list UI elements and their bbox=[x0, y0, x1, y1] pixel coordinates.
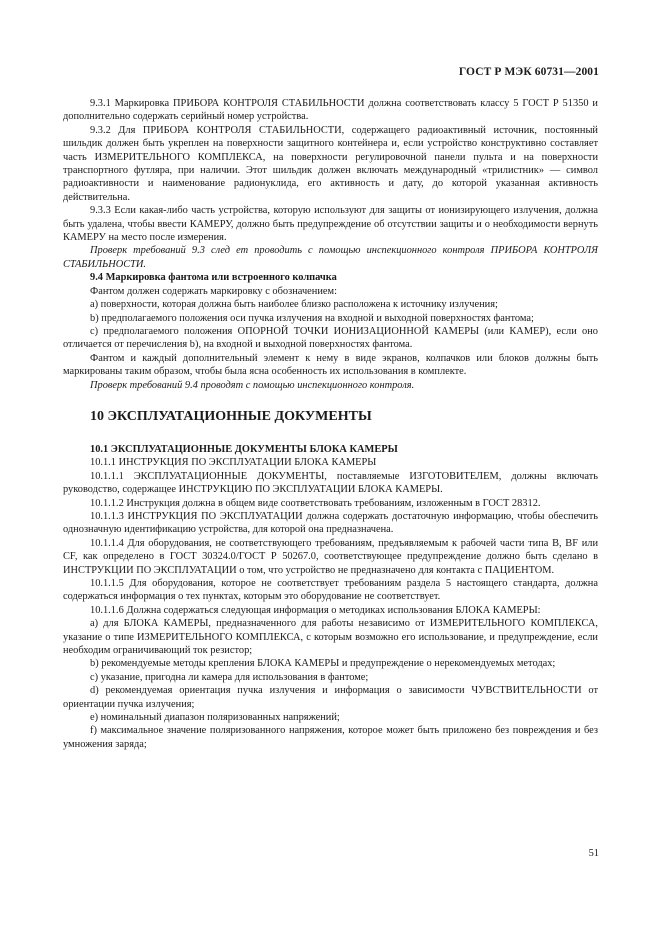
list-item-c: c) указание, пригодна ли камера для использования в фантоме; bbox=[90, 671, 369, 683]
document-body bbox=[63, 97, 598, 751]
list-item-f: f) максимальное значение поляризованного напряжения, которое может быть приложено без повреждения и без умножения заряда; bbox=[63, 725, 598, 750]
paragraph-phantom-elements: Фантом и каждый дополнительный элемент к нему в виде экранов, колпачков или блоков должны быть маркированы таким образом, чтобы была ясна особенность их использования в комплекте. bbox=[63, 352, 598, 378]
paragraph-9-3-2: 9.3.2 Для ПРИБОРА КОНТРОЛЯ СТАБИЛЬНОСТИ, содержащего радиоактивный источник, постоянный шильдик должен быть укреплен на поверхности защитного контейнера и, если устройство конструктивно составляет часть ИЗМЕРИТЕЛЬНОГО КОМПЛЕКСА, на поверхности регулировочной панели пульта и на поверхности транспортного футляра, при наличии. Этот шильдик должен включать международный «трилистник» — символ радиоактивности и наименование радионуклида, его активность и дату, до которой указанная активность действительна. bbox=[63, 124, 598, 203]
subheading-10-1-1: 10.1.1 ИНСТРУКЦИЯ ПО ЭКСПЛУАТАЦИИ БЛОКА КАМЕРЫ bbox=[90, 457, 377, 469]
paragraph-10-1-1-3: 10.1.1.3 ИНСТРУКЦИЯ ПО ЭКСПЛУАТАЦИИ должна содержать достаточную информацию, чтобы обеспечить однозначную идентификацию устройства, для которой она предназначена. bbox=[63, 510, 598, 536]
subheading-9-4: 9.4 Маркировка фантома или встроенного колпачка bbox=[90, 272, 337, 284]
page-number: 51 bbox=[588, 848, 599, 859]
list-item-b: b) предполагаемого положения оси пучка излучения на входной и выходной поверхностях фантома; bbox=[90, 312, 534, 324]
list-item-a: a) для БЛОКА КАМЕРЫ, предназначенного для работы независимо от ИЗМЕРИТЕЛЬНОГО КОМПЛЕКСА, указание о типе ИЗМЕРИТЕЛЬНОГО КОМПЛЕКСА, с которым возможно его использование, и предупреждение, если необходим ограничивающий ток резистор; bbox=[63, 618, 598, 657]
paragraph-10-1-1-5: 10.1.1.5 Для оборудования, которое не соответствует требованиям раздела 5 настоящего стандарта, должна содержаться информация о тех пунктах, которым это оборудование не соответствует. bbox=[63, 578, 598, 603]
paragraph-9-3-1: 9.3.1 Маркировка ПРИБОРА КОНТРОЛЯ СТАБИЛЬНОСТИ должна соответствовать классу 5 ГОСТ Р 51350 и дополнительно содержать серийный номер устройства. bbox=[63, 98, 598, 123]
verification-note-9-4: Проверк требований 9.4 проводят с помощью инспекционного контроля. bbox=[90, 379, 415, 391]
section-heading: 10 ЭКСПЛУАТАЦИОННЫЕ ДОКУМЕНТЫ bbox=[90, 408, 372, 424]
paragraph-10-1-1-6: 10.1.1.6 Должна содержаться следующая информация о методиках использования БЛОКА КАМЕРЫ: bbox=[90, 604, 541, 616]
verification-note-9-3: Проверк требований 9.3 след ет проводить с помощью инспекционного контроля ПРИБОРА КОНТРОЛЯ СТАБИЛЬНОСТИ. bbox=[63, 245, 598, 270]
paragraph-9-3-3: 9.3.3 Если какая-либо часть устройства, которую используют для защиты от ионизирующего излучения, должна быть удалена, чтобы ввести КАМЕРУ, должно быть предупреждение об отсутствии защиты и о необходимости вернуть КАМЕРУ на место после измерения. bbox=[63, 205, 598, 244]
list-item-c: c) предполагаемого положения ОПОРНОЙ ТОЧКИ ИОНИЗАЦИОННОЙ КАМЕРЫ (или КАМЕР), если оно отличается от перечисления b), на входной и выходной поверхностях фантома. bbox=[63, 325, 598, 351]
subheading-10-1: 10.1 ЭКСПЛУАТАЦИОННЫЕ ДОКУМЕНТЫ БЛОКА КАМЕРЫ bbox=[90, 443, 398, 455]
document-header: ГОСТ Р МЭК 60731—2001 bbox=[458, 66, 599, 78]
paragraph-10-1-1-1: 10.1.1.1 ЭКСПЛУАТАЦИОННЫЕ ДОКУМЕНТЫ, поставляемые ИЗГОТОВИТЕЛЕМ, должны включать руководство, содержащее ИНСТРУКЦИЮ ПО ЭКСПЛУАТАЦИИ БЛОКА КАМЕРЫ. bbox=[63, 470, 598, 496]
paragraph-10-1-1-4: 10.1.1.4 Для оборудования, не соответствующего требованиям, предъявляемым к рабочей части типа B, BF или CF, как определено в ГОСТ 30324.0/ГОСТ Р 50267.0, соответствующее предупреждение должно быть сделано в ИНСТРУКЦИИ ПО ЭКСПЛУАТАЦИИ о том, что устройство не предназначено для контакта с ПАЦИЕНТОМ. bbox=[63, 537, 598, 576]
list-item-d: d) рекомендуемая ориентация пучка излучения и информация о зависимости ЧУВСТВИТЕЛЬНОСТИ от ориентации пучка излучения; bbox=[63, 685, 598, 710]
paragraph-phantom-marking: Фантом должен содержать маркировку с обозначением: bbox=[90, 285, 337, 297]
paragraph-10-1-1-2: 10.1.1.2 Инструкция должна в общем виде соответствовать требованиям, изложенным в ГОСТ 28312. bbox=[90, 497, 541, 509]
list-item-e: e) номинальный диапазон поляризованных напряжений; bbox=[90, 712, 340, 724]
list-item-a: a) поверхности, которая должна быть наиболее близко расположена к источнику излучения; bbox=[90, 299, 498, 311]
list-item-b: b) рекомендуемые методы крепления БЛОКА КАМЕРЫ и предупреждение о нерекомендуемых методах; bbox=[90, 658, 556, 670]
